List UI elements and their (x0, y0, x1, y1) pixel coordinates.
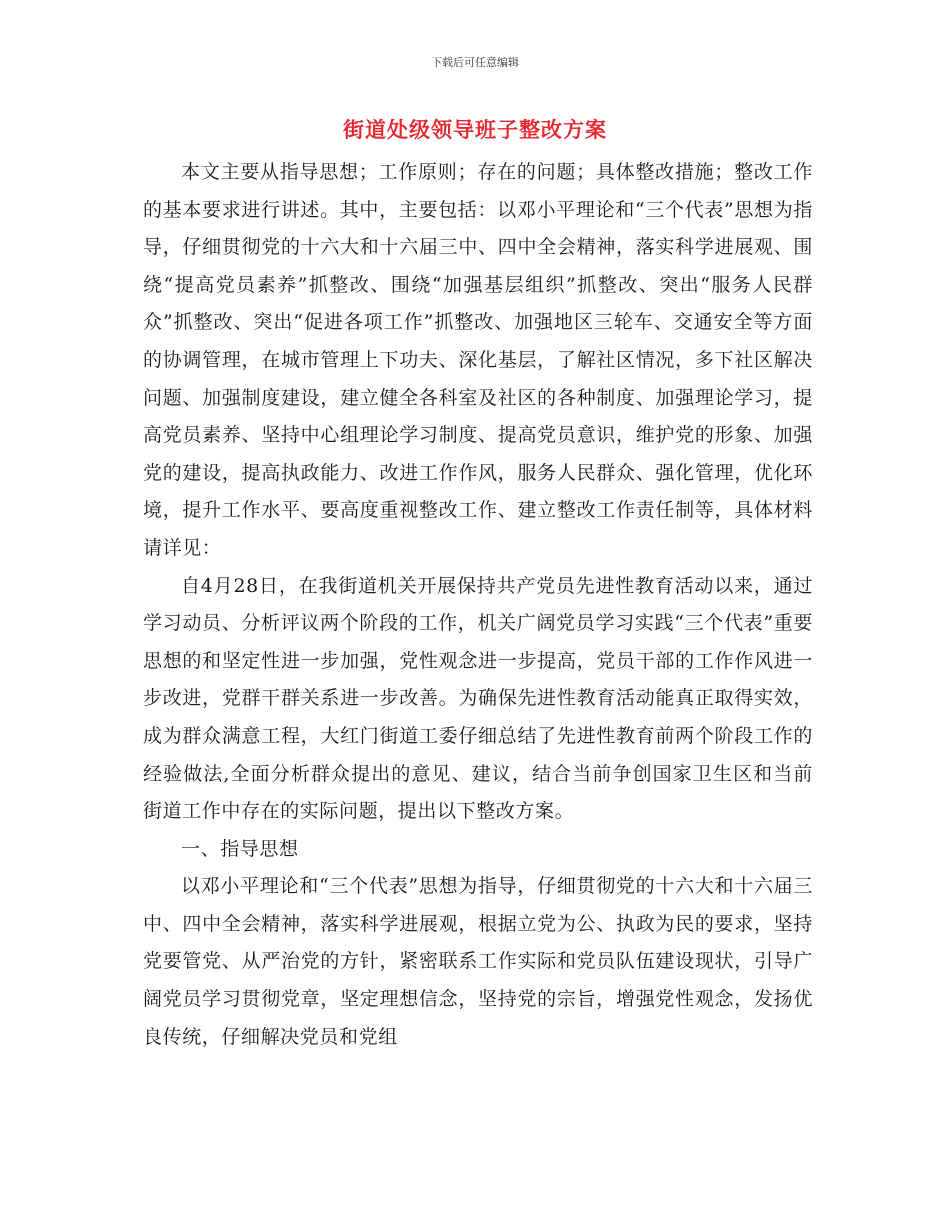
section-heading-guiding-thought: 一、指导思想 (181, 837, 299, 860)
document-title: 街道处级领导班子整改方案 (343, 118, 607, 142)
paragraph-background: 自4月28日，在我街道机关开展保持共产党员先进性教育活动以来，通过学习动员、分析评议两个阶段的工作，机关广阔党员学习实践“三个代表”重要思想的和坚定性进一步加强，党性观念进一步提高，党员干部的工作作风进一步改进，党群干群关系进一步改善。为确保先进性教育活动能真正取得实效，成为群众满意工程，大红门街道工委仔细总结了先进性教育前两个阶段工作的经验做法,全面分析群众提出的意见、建议，结合当前争创国家卫生区和当前街道工作中存在的实际问题，提出以下整改方案。 (143, 574, 813, 823)
paragraph-intro: 本文主要从指导思想；工作原则；存在的问题；具体整改措施；整改工作的基本要求进行讲述。其中，主要包括：以邓小平理论和“三个代表”思想为指导，仔细贯彻党的十六大和十六届三中、四中全会精神，落实科学进展观、围绕“提高党员素养”抓整改、围绕“加强基层组织”抓整改、突出“服务人民群众”抓整改、突出“促进各项工作”抓整改、加强地区三轮车、交通安全等方面的协调管理，在城市管理上下功夫、深化基层，了解社区情况，多下社区解决问题、加强制度建设，建立健全各科室及社区的各种制度、加强理论学习，提高党员素养、坚持中心组理论学习制度、提高党员意识，维护党的形象、加强党的建设，提高执政能力、改进工作作风，服务人民群众、强化管理，优化环境，提升工作水平、要高度重视整改工作、建立整改工作责任制等，具体材料请详见： (143, 161, 813, 559)
header-note: 下载后可任意编辑 (431, 56, 519, 69)
paragraph-guiding-thought: 以邓小平理论和“三个代表”思想为指导，仔细贯彻党的十六大和十六届三中、四中全会精神，落实科学进展观，根据立党为公、执政为民的要求，坚持党要管党、从严治党的方针，紧密联系工作实际和党员队伍建设现状，引导广阔党员学习贯彻党章，坚定理想信念，坚持党的宗旨，增强党性观念，发扬优良传统，仔细解决党员和党组 (143, 875, 813, 1048)
document-body (143, 154, 813, 1056)
